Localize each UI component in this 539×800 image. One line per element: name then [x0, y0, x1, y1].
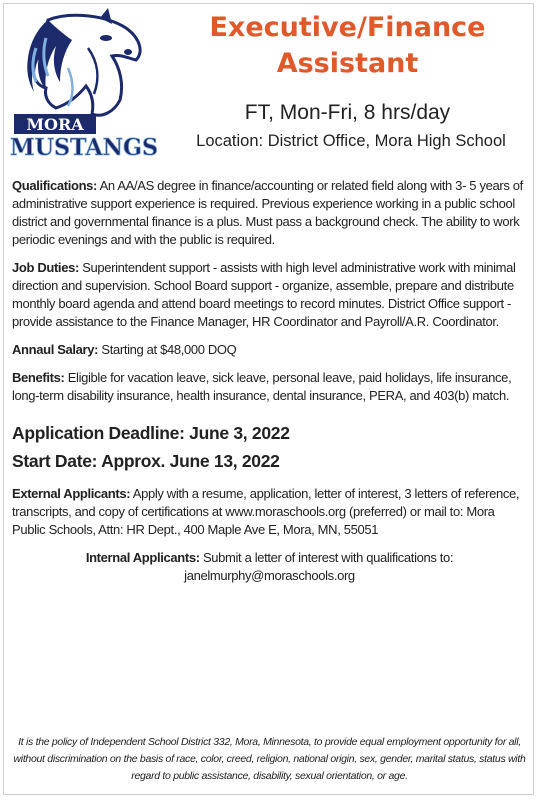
job-duties-label: Job Duties: [12, 260, 79, 275]
external-applicants-label: External Applicants: [12, 486, 131, 501]
salary-text: Starting at $48,000 DOQ [101, 342, 237, 357]
qualifications-paragraph [12, 177, 527, 249]
salary-label: Annaul Salary: [12, 342, 99, 357]
logo-text-top: MORA [26, 115, 84, 134]
internal-applicants-label: Internal Applicants: [85, 550, 200, 565]
job-title [170, 10, 525, 82]
internal-applicants-text: Submit a letter of interest with qualifications to: [202, 550, 454, 565]
salary-paragraph [12, 341, 527, 359]
equal-opportunity-policy: It is the policy of Independent School District 332, Mora, Minnesota, to provide equal employment opportunity for all, without discrimination on the basis of race, color, creed, religion, national origin, sex, gender, marital status, status with regard to public assistance, disability, sexual orientation, or age. [13, 736, 526, 782]
job-location: Location: District Office, Mora High School [196, 132, 506, 150]
internal-applicants-paragraph [12, 549, 527, 585]
key-dates [12, 419, 527, 475]
internal-applicants-email[interactable]: janelmurphy@moraschools.org [184, 568, 355, 583]
job-duties-paragraph [12, 259, 527, 331]
benefits-text: Eligible for vacation leave, sick leave, personal leave, paid holidays, life insurance, long-term disability insurance, health insurance, dental insurance, PERA, and 403(b) match. [12, 370, 512, 403]
job-details [12, 177, 527, 595]
benefits-paragraph [12, 369, 527, 405]
qualifications-label: Qualifications: [12, 178, 98, 193]
job-title-line1: Executive/Finance [209, 12, 486, 43]
application-deadline: Application Deadline: June 3, 2022 [12, 423, 290, 443]
job-duties-text: Superintendent support - assists with high level administrative work with minimal direction and supervision. School Board support - organize, assemble, prepare and distribute monthly board agenda and attend board meetings to record minutes. District Office support - provide assistance to the Finance Manager, HR Coordinator and Payroll/A.R. Coordinator. [12, 260, 516, 329]
external-applicants-text: Apply with a resume, application, letter of interest, 3 letters of reference, transcripts, and copy of certifications at www.moraschools.org (preferred) or mail to: Mora Public Schools, Attn: HR Dept., 400 Maple Ave E, Mora, MN, 55051 [12, 486, 520, 537]
qualifications-text: An AA/AS degree in finance/accounting or related field along with 3- 5 years of administrative support experience is required. Previous experience working in a public school district and governmental finance is a plus. Must pass a background check. The ability to work periodic evenings and with the public is required. [12, 178, 523, 247]
mora-mustangs-logo [8, 8, 160, 158]
external-applicants-paragraph [12, 485, 527, 539]
start-date: Start Date: Approx. June 13, 2022 [12, 451, 280, 471]
header [0, 0, 539, 170]
benefits-label: Benefits: [12, 370, 65, 385]
logo-text-bottom: MUSTANGS [10, 134, 158, 158]
job-title-line2: Assistant [276, 48, 419, 79]
job-schedule: FT, Mon-Fri, 8 hrs/day [244, 101, 451, 124]
